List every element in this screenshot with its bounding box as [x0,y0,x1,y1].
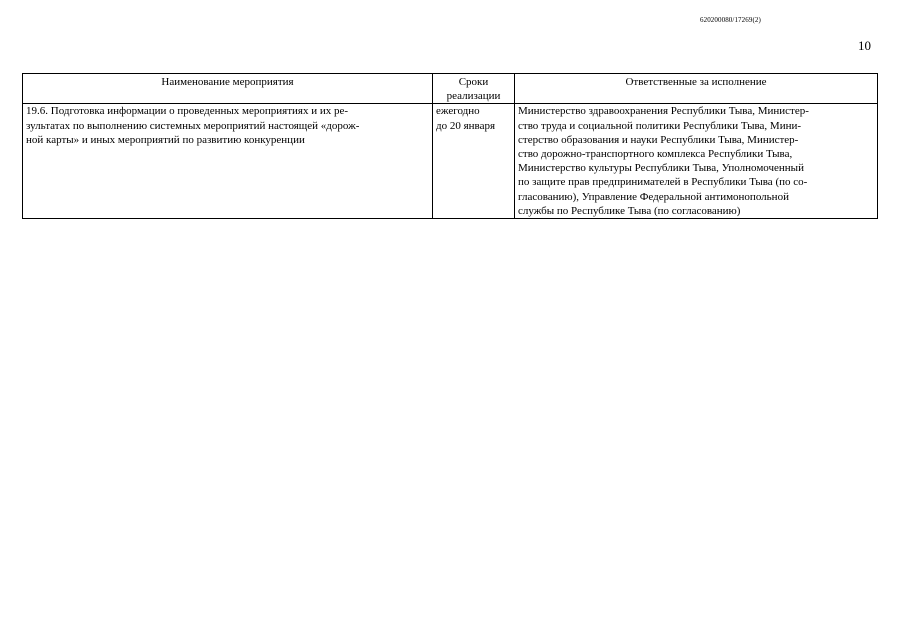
cell-text-line: зультатах по выполнению системных мероприятий настоящей «дорож- [26,119,360,132]
column-header-term-line: реализации [446,90,501,103]
cell-text-line: ежегодно [436,105,480,118]
table-header-row [23,74,878,104]
cell-text-line: стерство образования и науки Республики Тыва, Министер- [518,133,799,146]
cell-text-line: ство дорожно-транспортного комплекса Республики Тыва, [518,148,793,161]
cell-text-line: Министерство культуры Республики Тыва, Уполномоченный [518,162,804,175]
cell-text-line: ной карты» и иных мероприятий по развитию конкуренции [26,133,305,146]
cell-term [433,104,515,219]
cell-activity-name [23,104,433,219]
cell-text-line: службы по Республике Тыва (по согласованию) [518,204,741,217]
column-header-term-line: Сроки [458,76,489,88]
column-header-responsible: Ответственные за исполнение [515,74,878,104]
cell-text-line: 19.6. Подготовка информации о проведенных мероприятиях и их ре- [26,105,349,118]
column-header-term [433,74,515,104]
document-code: 620200080/17269(2) [700,16,761,24]
page-number: 10 [858,38,871,53]
cell-text-line: Министерство здравоохранения Республики Тыва, Министер- [518,105,809,118]
cell-text-line: гласованию), Управление Федеральной антимонопольной [518,190,789,203]
cell-responsible [515,104,878,219]
cell-text-line: ство труда и социальной политики Республики Тыва, Мини- [518,119,802,132]
activities-table [22,73,878,219]
cell-text-line: до 20 января [436,119,496,132]
column-header-name: Наименование мероприятия [23,74,433,104]
cell-text-line: по защите прав предпринимателей в Республики Тыва (по со- [518,176,808,189]
table-row [23,104,878,219]
